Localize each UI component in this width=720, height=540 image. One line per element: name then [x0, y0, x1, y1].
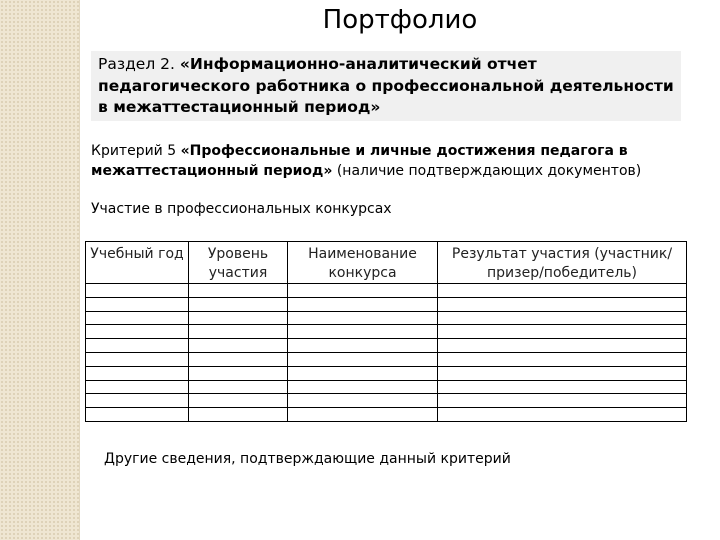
- table-cell[interactable]: [86, 352, 189, 366]
- table-cell[interactable]: [86, 325, 189, 339]
- table-cell[interactable]: [288, 297, 438, 311]
- table-cell[interactable]: [288, 339, 438, 353]
- criterion-text: [91, 141, 691, 181]
- table-cell[interactable]: [189, 284, 288, 298]
- table-cell[interactable]: [86, 380, 189, 394]
- table-header-row: [86, 242, 687, 284]
- table-cell[interactable]: [189, 352, 288, 366]
- table-row: [86, 311, 687, 325]
- table-cell[interactable]: [438, 325, 687, 339]
- table-row: [86, 408, 687, 422]
- criterion-prefix: Критерий 5: [91, 143, 181, 159]
- table-cell[interactable]: [86, 297, 189, 311]
- table-row: [86, 380, 687, 394]
- table-body: [86, 284, 687, 422]
- table-cell[interactable]: [288, 380, 438, 394]
- section-prefix: Раздел 2.: [98, 55, 180, 73]
- table-cell[interactable]: [288, 284, 438, 298]
- table-cell[interactable]: [438, 339, 687, 353]
- table-row: [86, 284, 687, 298]
- section-heading-box: [91, 51, 681, 121]
- table-cell[interactable]: [189, 380, 288, 394]
- table-cell[interactable]: [288, 394, 438, 408]
- table-row: [86, 352, 687, 366]
- table-cell[interactable]: [438, 284, 687, 298]
- table-cell[interactable]: [288, 366, 438, 380]
- table-cell[interactable]: [438, 394, 687, 408]
- criterion-title: «Профессиональные и личные достижения педагога в межаттестационный период»: [91, 143, 628, 179]
- table-cell[interactable]: [86, 339, 189, 353]
- header-academic-year: Учебный год: [86, 242, 189, 284]
- table-row: [86, 339, 687, 353]
- table-cell[interactable]: [438, 408, 687, 422]
- header-participation-result: Результат участия (участник/призер/победитель): [438, 242, 687, 284]
- header-contest-name: Наименование конкурса: [288, 242, 438, 284]
- table-row: [86, 297, 687, 311]
- table-cell[interactable]: [86, 311, 189, 325]
- table-cell[interactable]: [189, 325, 288, 339]
- table-cell[interactable]: [86, 366, 189, 380]
- table-cell[interactable]: [189, 366, 288, 380]
- table-cell[interactable]: [86, 394, 189, 408]
- table-cell[interactable]: [189, 311, 288, 325]
- other-evidence-text: Другие сведения, подтверждающие данный критерий: [104, 451, 511, 467]
- table-cell[interactable]: [288, 311, 438, 325]
- table-row: [86, 394, 687, 408]
- contests-table-wrapper: [85, 241, 687, 422]
- decorative-left-strip: [0, 0, 80, 540]
- contests-subheading: Участие в профессиональных конкурсах: [91, 201, 392, 217]
- table-cell[interactable]: [288, 408, 438, 422]
- table-cell[interactable]: [438, 311, 687, 325]
- section-title: «Информационно-аналитический отчет педагогического работника о профессиональной деятельности в межаттестационный период»: [98, 55, 674, 116]
- table-cell[interactable]: [288, 325, 438, 339]
- table-cell[interactable]: [189, 297, 288, 311]
- table-cell[interactable]: [86, 408, 189, 422]
- table-row: [86, 366, 687, 380]
- table-cell[interactable]: [438, 366, 687, 380]
- table-cell[interactable]: [438, 297, 687, 311]
- table-row: [86, 325, 687, 339]
- contests-table: [85, 241, 687, 422]
- table-cell[interactable]: [86, 284, 189, 298]
- table-cell[interactable]: [189, 408, 288, 422]
- table-cell[interactable]: [189, 394, 288, 408]
- table-cell[interactable]: [438, 380, 687, 394]
- page-title: Портфолио: [322, 5, 478, 35]
- table-cell[interactable]: [189, 339, 288, 353]
- table-cell[interactable]: [438, 352, 687, 366]
- table-cell[interactable]: [288, 352, 438, 366]
- header-participation-level: Уровень участия: [189, 242, 288, 284]
- criterion-suffix: (наличие подтверждающих документов): [332, 163, 642, 179]
